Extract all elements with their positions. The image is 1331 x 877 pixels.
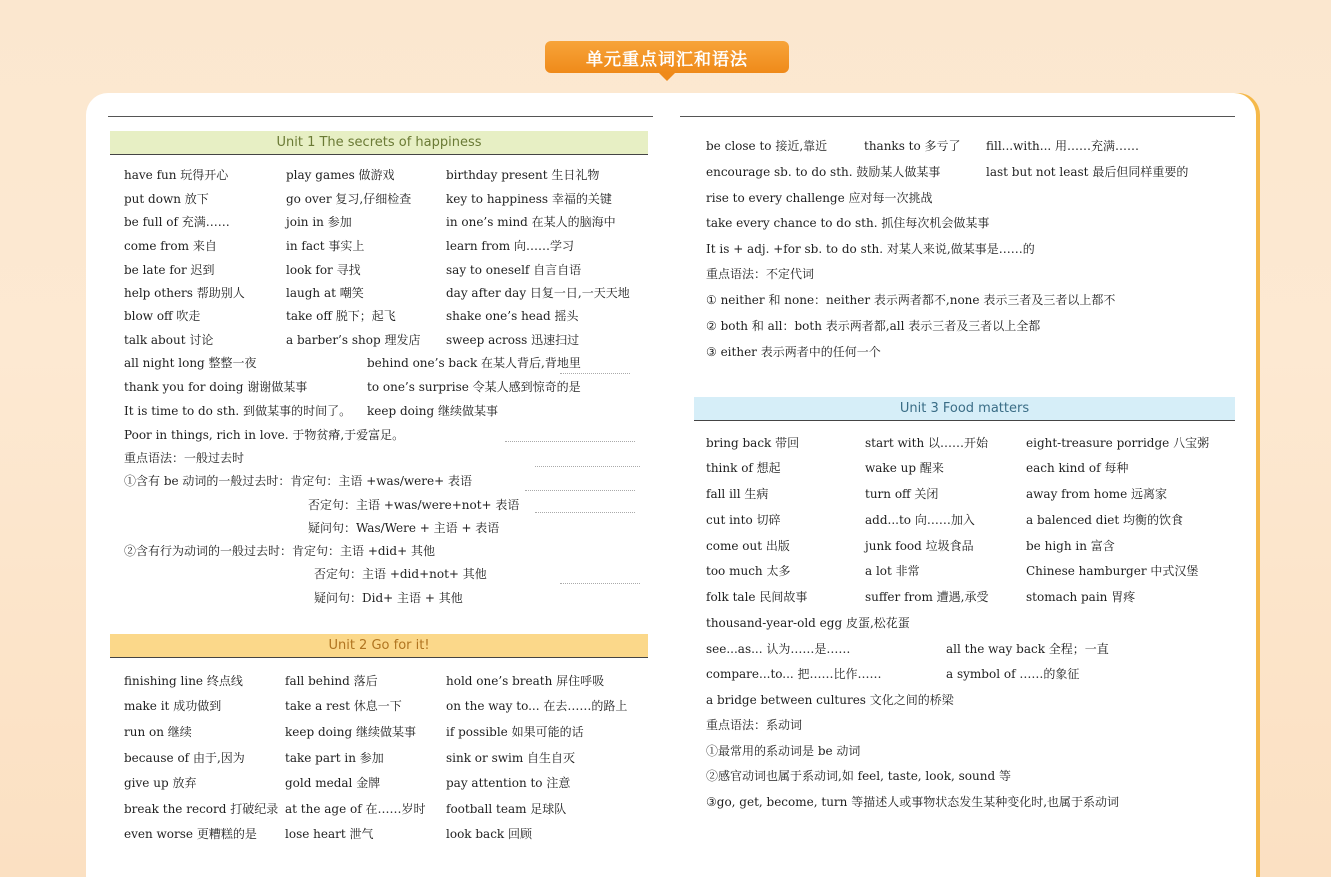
proverb: Poor in things, rich in love. 于物贫瘠,于爱富足。	[124, 428, 405, 442]
grammar-rule: 否定句：主语 +was/were+not+ 表语	[308, 498, 520, 512]
vocab-item: fall ill 生病	[706, 487, 769, 501]
vocab-item: be full of 充满……	[124, 215, 230, 229]
vocab-item: look for 寻找	[286, 263, 361, 277]
grammar-rule: 否定句：主语 +did+not+ 其他	[314, 567, 487, 581]
vocab-item: It is + adj. +for sb. to do sth. 对某人来说,做某事是……的	[706, 242, 1035, 256]
faint-rule	[525, 490, 635, 491]
vocab-item: have fun 玩得开心	[124, 168, 229, 182]
faint-rule	[535, 466, 640, 467]
vocab-item: fill...with... 用……充满……	[986, 139, 1140, 153]
vocab-item: start with 以……开始	[865, 436, 988, 450]
vocab-item: take off 脱下；起飞	[286, 309, 396, 323]
faint-rule	[560, 583, 640, 584]
vocab-item: keep doing 继续做某事	[367, 404, 498, 418]
vocab-item: football team 足球队	[446, 802, 567, 816]
unit1-header: Unit 1 The secrets of happiness	[110, 131, 648, 155]
vocab-item: Chinese hamburger 中式汉堡	[1026, 564, 1199, 578]
vocab-item: sweep across 迅速扫过	[446, 333, 580, 347]
vocab-item: come from 来自	[124, 239, 217, 253]
vocab-item: lose heart 泄气	[285, 827, 374, 841]
grammar-title: 重点语法：系动词	[706, 718, 803, 732]
vocab-item: It is time to do sth. 到做某事的时间了。	[124, 404, 352, 418]
vocab-item: see...as... 认为……是……	[706, 642, 851, 656]
grammar-rule: ① neither 和 none：neither 表示两者都不,none 表示三者及三者以上都不	[706, 293, 1116, 307]
vocab-item: key to happiness 幸福的关键	[446, 192, 612, 206]
faint-rule	[505, 441, 635, 442]
vocab-item: stomach pain 胃疼	[1026, 590, 1136, 604]
grammar-title: 重点语法：一般过去时	[124, 451, 245, 465]
vocab-item: a barber’s shop 理发店	[286, 333, 421, 347]
vocab-item: be late for 迟到	[124, 263, 215, 277]
vocab-item: thank you for doing 谢谢做某事	[124, 380, 308, 394]
grammar-rule: 疑问句：Did+ 主语 + 其他	[314, 591, 463, 605]
vocab-item: play games 做游戏	[286, 168, 395, 182]
vocab-item: on the way to... 在去……的路上	[446, 699, 628, 713]
vocab-item: each kind of 每种	[1026, 461, 1129, 475]
vocab-item: compare...to... 把……比作……	[706, 667, 882, 681]
vocab-item: in one’s mind 在某人的脑海中	[446, 215, 616, 229]
vocab-item: if possible 如果可能的话	[446, 725, 584, 739]
grammar-rule: 疑问句：Was/Were + 主语 + 表语	[308, 521, 500, 535]
faint-rule	[535, 512, 635, 513]
vocab-item: take every chance to do sth. 抓住每次机会做某事	[706, 216, 990, 230]
top-rule-left	[108, 116, 653, 117]
grammar-rule: ②含有行为动词的一般过去时：肯定句：主语 +did+ 其他	[124, 544, 435, 558]
vocab-item: fall behind 落后	[285, 674, 378, 688]
vocab-item: junk food 垃圾食品	[865, 539, 974, 553]
vocab-item: look back 回顾	[446, 827, 533, 841]
vocab-item: be close to 接近,靠近	[706, 139, 828, 153]
vocab-item: thousand-year-old egg 皮蛋,松花蛋	[706, 616, 910, 630]
vocab-item: learn from 向……学习	[446, 239, 574, 253]
vocab-item: turn off 关闭	[865, 487, 939, 501]
vocab-item: finishing line 终点线	[124, 674, 243, 688]
vocab-item: take a rest 休息一下	[285, 699, 402, 713]
vocab-item: last but not least 最后但同样重要的	[986, 165, 1189, 179]
section-banner: 单元重点词汇和语法	[545, 41, 789, 73]
vocab-item: shake one’s head 摇头	[446, 309, 579, 323]
vocab-item: a symbol of ……的象征	[946, 667, 1080, 681]
vocab-item: eight-treasure porridge 八宝粥	[1026, 436, 1210, 450]
vocab-item: bring back 带回	[706, 436, 800, 450]
vocab-item: think of 想起	[706, 461, 781, 475]
vocab-item: say to oneself 自言自语	[446, 263, 582, 277]
vocab-item: suffer from 遭遇,承受	[865, 590, 989, 604]
grammar-rule: ②感官动词也属于系动词,如 feel, taste, look, sound 等	[706, 769, 1011, 783]
vocab-item: help others 帮助别人	[124, 286, 245, 300]
vocab-item: a bridge between cultures 文化之间的桥梁	[706, 693, 954, 707]
vocab-item: add...to 向……加入	[865, 513, 975, 527]
vocab-item: be high in 富含	[1026, 539, 1115, 553]
vocab-item: come out 出版	[706, 539, 790, 553]
top-rule-right	[680, 116, 1235, 117]
vocab-item: away from home 远离家	[1026, 487, 1168, 501]
vocab-item: to one’s surprise 令某人感到惊奇的是	[367, 380, 581, 394]
grammar-rule: ③go, get, become, turn 等描述人或事物状态发生某种变化时,也属于系动词	[706, 795, 1120, 809]
vocab-item: a lot 非常	[865, 564, 920, 578]
vocab-item: a balenced diet 均衡的饮食	[1026, 513, 1184, 527]
grammar-rule: ①最常用的系动词是 be 动词	[706, 744, 861, 758]
vocab-item: go over 复习,仔细检查	[286, 192, 412, 206]
vocab-item: keep doing 继续做某事	[285, 725, 416, 739]
vocab-item: rise to every challenge 应对每一次挑战	[706, 191, 933, 205]
vocab-item: because of 由于,因为	[124, 751, 245, 765]
vocab-item: hold one’s breath 屏住呼吸	[446, 674, 605, 688]
vocab-item: encourage sb. to do sth. 鼓励某人做某事	[706, 165, 941, 179]
vocab-item: sink or swim 自生自灭	[446, 751, 576, 765]
grammar-rule: ③ either 表示两者中的任何一个	[706, 345, 881, 359]
vocab-item: laugh at 嘲笑	[286, 286, 364, 300]
unit2-header: Unit 2 Go for it!	[110, 634, 648, 658]
vocab-item: make it 成功做到	[124, 699, 222, 713]
vocab-item: break the record 打破纪录	[124, 802, 279, 816]
vocab-item: behind one’s back 在某人背后,背地里	[367, 356, 581, 370]
faint-rule	[560, 373, 630, 374]
vocab-item: join in 参加	[286, 215, 352, 229]
vocab-item: wake up 醒来	[865, 461, 944, 475]
vocab-item: all night long 整整一夜	[124, 356, 257, 370]
vocab-item: all the way back 全程；一直	[946, 642, 1109, 656]
vocab-item: blow off 吹走	[124, 309, 201, 323]
vocab-item: put down 放下	[124, 192, 209, 206]
vocab-item: in fact 事实上	[286, 239, 365, 253]
grammar-rule: ①含有 be 动词的一般过去时：肯定句：主语 +was/were+ 表语	[124, 474, 472, 488]
vocab-item: folk tale 民间故事	[706, 590, 808, 604]
unit3-header: Unit 3 Food matters	[694, 397, 1235, 421]
vocab-item: run on 继续	[124, 725, 192, 739]
vocab-item: thanks to 多亏了	[864, 139, 961, 153]
vocab-item: talk about 讨论	[124, 333, 214, 347]
vocab-item: gold medal 金牌	[285, 776, 381, 790]
vocab-item: day after day 日复一日,一天天地	[446, 286, 630, 300]
vocab-item: take part in 参加	[285, 751, 384, 765]
grammar-title: 重点语法：不定代词	[706, 267, 815, 281]
grammar-rule: ② both 和 all：both 表示两者都,all 表示三者及三者以上全都	[706, 319, 1041, 333]
vocab-item: even worse 更糟糕的是	[124, 827, 257, 841]
vocab-item: birthday present 生日礼物	[446, 168, 600, 182]
vocab-item: at the age of 在……岁时	[285, 802, 426, 816]
vocab-item: give up 放弃	[124, 776, 197, 790]
vocab-item: cut into 切碎	[706, 513, 781, 527]
vocab-item: too much 太多	[706, 564, 791, 578]
vocab-item: pay attention to 注意	[446, 776, 571, 790]
